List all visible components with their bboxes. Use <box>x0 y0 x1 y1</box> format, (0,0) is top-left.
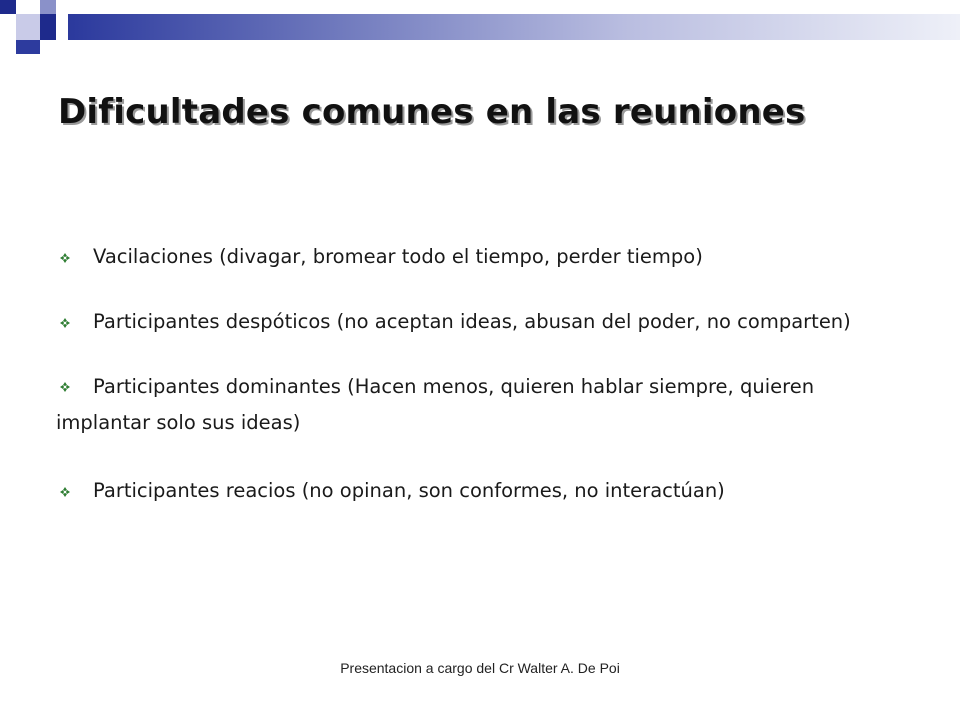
diamond-bullet-icon <box>60 382 70 392</box>
bullet-list <box>0 244 960 503</box>
slide-footer: Presentacion a cargo del Cr Walter A. De Poi <box>340 660 620 676</box>
bullet-text: Participantes reacios (no opinan, son conformes, no interactúan) <box>93 479 725 502</box>
bullet-item <box>0 478 960 503</box>
decor-square <box>16 40 40 54</box>
diamond-bullet-icon <box>60 318 70 328</box>
decor-square <box>16 0 40 14</box>
bullet-text: Participantes dominantes (Hacen menos, quieren hablar siempre, quieren implantar solo sus ideas) <box>56 375 815 434</box>
slide-title: Dificultades comunes en las reuniones <box>58 92 806 132</box>
decor-square <box>0 0 16 14</box>
decor-square <box>40 40 56 54</box>
decor-square <box>40 14 56 40</box>
decor-square <box>16 14 40 40</box>
decor-square <box>40 0 56 14</box>
bullet-text: Vacilaciones (divagar, bromear todo el tiempo, perder tiempo) <box>93 245 703 268</box>
bullet-item <box>0 369 960 441</box>
diamond-bullet-icon <box>60 487 70 497</box>
header-gradient-bar <box>0 14 960 40</box>
decor-square <box>56 14 68 40</box>
diamond-bullet-icon <box>60 253 70 263</box>
bullet-item <box>0 309 960 334</box>
bullet-item <box>0 244 960 269</box>
decor-square <box>0 14 16 40</box>
bullet-text: Participantes despóticos (no aceptan ideas, abusan del poder, no comparten) <box>93 310 851 333</box>
